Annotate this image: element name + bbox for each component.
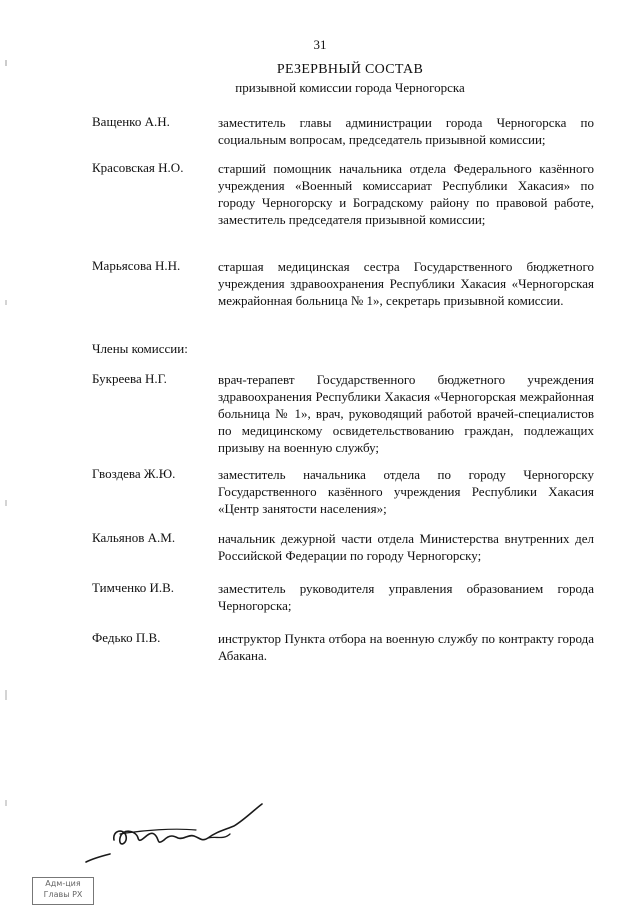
members-heading: Члены комиссии:	[92, 341, 188, 356]
stamp-line: Адм-ция	[45, 879, 81, 888]
person-name: Ващенко А.Н.	[92, 114, 170, 129]
person-position: заместитель руководителя управления образованием города Черногорска;	[218, 581, 594, 613]
office-stamp	[32, 877, 94, 905]
document-title: РЕЗЕРВНЫЙ СОСТАВ	[276, 62, 424, 77]
person-position: старший помощник начальника отдела Федерального казённого учреждения «Военный комиссариат Республики Хакасия» по городу Черногорску и Боградскому району по правовой работе, заместитель председателя призывной комиссии;	[218, 161, 594, 227]
handwritten-signature	[84, 800, 284, 880]
left-margin-marks	[4, 0, 8, 905]
person-position: заместитель начальника отдела по городу Черногорску Государственного казённого учреждения Республики Хакасия «Центр занятости населения»;	[218, 467, 594, 516]
person-position: заместитель главы администрации города Черногорска по социальным вопросам, председатель призывной комиссии;	[218, 115, 594, 147]
person-name: Кальянов А.М.	[92, 530, 176, 545]
person-name: Тимченко И.В.	[92, 580, 175, 595]
stamp-line: Главы РХ	[43, 890, 83, 899]
page-number: 31	[313, 37, 327, 52]
person-position: инструктор Пункта отбора на военную службу по контракту города Абакана.	[218, 631, 594, 663]
person-name: Букреева Н.Г.	[92, 371, 167, 386]
document-subtitle: призывной комиссии города Черногорска	[235, 80, 465, 95]
person-position: врач-терапевт Государственного бюджетного учреждения здравоохранения Республики Хакасия «Черногорская межрайонная больница № 1», врач, руководящий работой врачей-специалистов по медицинскому освидетельствованию граждан, подлежащих призыву на военную службу;	[218, 372, 594, 455]
person-name: Гвоздева Ж.Ю.	[92, 466, 176, 481]
person-name: Марьясова Н.Н.	[92, 258, 181, 273]
person-position: начальник дежурной части отдела Министерства внутренних дел Российской Федерации по городу Черногорску;	[218, 531, 594, 563]
person-name: Красовская Н.О.	[92, 160, 184, 175]
person-position: старшая медицинская сестра Государственного бюджетного учреждения здравоохранения Республики Хакасия «Черногорская межрайонная больница № 1», секретарь призывной комиссии.	[218, 259, 594, 308]
person-name: Федько П.В.	[92, 630, 161, 645]
